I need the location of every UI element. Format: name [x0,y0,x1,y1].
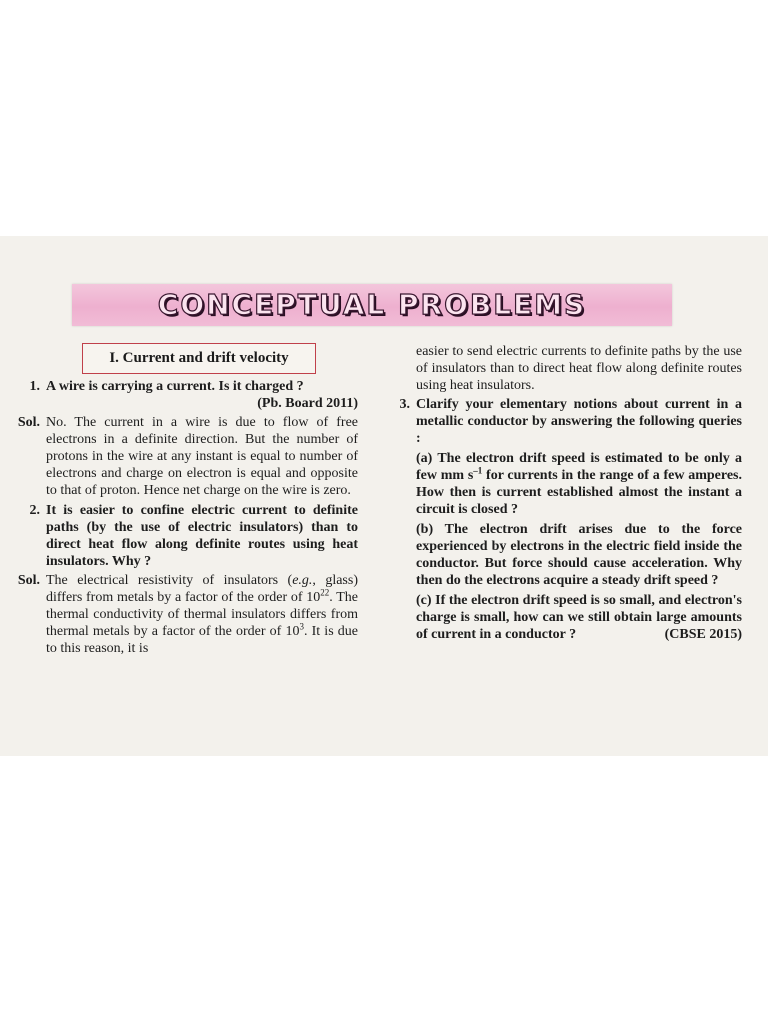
exponent: –1 [473,465,483,476]
solution-continued: easier to send electric currents to definite paths by the use of insulators than to direct heat flow along definite routes using heat insulators. [416,344,742,393]
question-2 [8,502,358,570]
question-intro: Clarify your elementary notions about current in a metallic conductor by answering the following queries : [416,397,742,446]
section-heading-box [82,343,316,374]
right-column [392,343,742,643]
exponent: 22 [320,587,330,598]
text-run: (c) If the electron drift speed is so small, and electron's charge is small, how can we still obtain large amounts of current in a conductor ? [416,593,742,642]
solution-1 [8,414,358,499]
text-run: for currents in the range of a few amperes. How then is current established almost the instant a circuit is closed ? [416,468,742,517]
question-text: It is easier to confine electric current to definite paths (by the use of electric insulators) than to direct heat flow along definite routes using heat insulators. Why ? [46,503,358,569]
question-3a [416,450,742,518]
solution-label: Sol. [17,415,40,430]
question-source: (CBSE 2015) [664,627,742,642]
question-3b: (b) The electron drift arises due to the force experienced by electrons in the electric field inside the conductor. But force should cause acceleration. Why then do the electrons acquire a steady drift speed ? [416,522,742,588]
solution-text: No. The current in a wire is due to flow of free electrons in a definite direction. But the number of protons in the wire at any instant is equal to number of electrons and charge on electron is equal and opposite to that of proton. Hence net charge on the wire is zero. [46,415,358,498]
banner-title: CONCEPTUAL PROBLEMS [157,288,587,321]
question-number: 2. [29,503,40,518]
exponent: 3 [299,621,304,632]
text-run: . The thermal conductivity of thermal insulators differs from thermal metals by a factor of the order of 10 [46,590,358,639]
section-banner [72,284,672,326]
question-3 [392,396,742,447]
question-text: A wire is carrying a current. Is it charged ? [46,379,304,394]
text-run: . It is due to this reason, it is [46,624,358,656]
question-number: 1. [29,379,40,394]
solution-text [46,572,358,657]
text-run-italic: e.g. [292,573,313,588]
solution-label: Sol. [17,573,40,588]
text-run: , glass) differs from metals by a factor of the order of 10 [46,573,358,605]
question-3c [416,592,742,643]
question-source: (Pb. Board 2011) [257,396,358,411]
question-number: 3. [399,397,410,412]
left-column [8,378,358,657]
solution-2 [8,572,358,657]
text-run: (a) The electron drift speed is estimated to be only a few mm s [416,451,742,483]
section-title: I. Current and drift velocity [109,350,289,366]
text-run: The electrical resistivity of insulators ( [46,573,293,588]
question-1 [8,378,358,395]
